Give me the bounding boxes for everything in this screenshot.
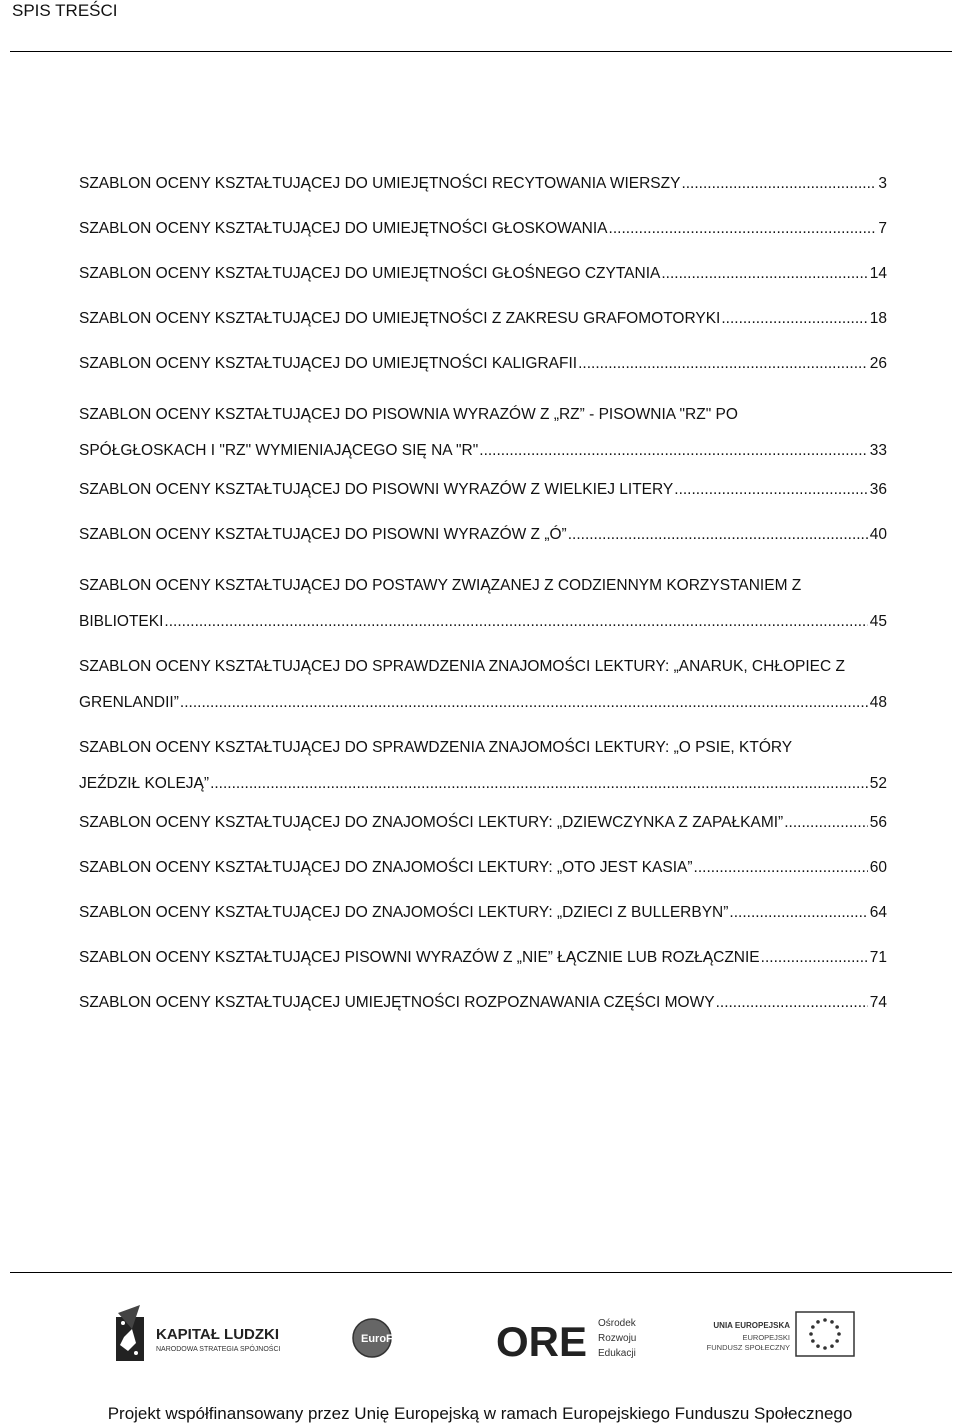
toc-entry-line	[79, 307, 887, 331]
toc-dot-leader	[209, 766, 868, 802]
toc-entry-title: SZABLON OCENY KSZTAŁTUJĄCEJ UMIEJĘTNOŚCI ROZPOZNAWANIA CZĘŚCI MOWY	[79, 994, 715, 1011]
kapital-ludzki-name: KAPITAŁ LUDZKI	[156, 1326, 280, 1343]
eu-line-3: FUNDUSZ SPOŁECZNY	[706, 1343, 790, 1352]
toc-page-number: 52	[869, 775, 887, 792]
toc-dot-leader	[478, 433, 867, 469]
ore-line-3: Edukacji	[598, 1348, 636, 1359]
eu-star-icon	[823, 1346, 827, 1350]
toc-entry-title: SZABLON OCENY KSZTAŁTUJĄCEJ DO UMIEJĘTNOŚCI Z ZAKRESU GRAFOMOTORYKI	[79, 310, 721, 327]
toc-dot-leader	[163, 604, 867, 640]
eu-logo	[700, 1308, 858, 1360]
toc-entry-line	[79, 172, 887, 196]
kapital-ludzki-emblem-icon	[116, 1305, 144, 1361]
eu-star-icon	[816, 1320, 820, 1324]
toc-entry-title: SZABLON OCENY KSZTAŁTUJĄCEJ DO UMIEJĘTNOŚCI KALIGRAFII	[79, 355, 578, 372]
toc-entry-line	[79, 523, 887, 547]
toc-entry[interactable]	[79, 856, 887, 880]
toc-page-number: 7	[878, 220, 887, 237]
toc-entry-title: SZABLON OCENY KSZTAŁTUJĄCEJ DO PISOWNI WYRAZÓW Z „Ó”	[79, 526, 567, 543]
toc-dot-leader	[760, 946, 868, 970]
toc-entry-title: SZABLON OCENY KSZTAŁTUJĄCEJ DO UMIEJĘTNOŚCI GŁOSKOWANIA	[79, 220, 608, 237]
toc-entry-title: SZABLON OCENY KSZTAŁTUJĄCEJ DO ZNAJOMOŚCI LEKTURY: „DZIEWCZYNKA Z ZAPAŁKAMI”	[79, 814, 784, 831]
toc-entry-title: SZABLON OCENY KSZTAŁTUJĄCEJ DO ZNAJOMOŚCI LEKTURY: „DZIECI Z BULLERBYN”	[79, 904, 729, 921]
ore-logo	[496, 1312, 644, 1366]
toc-entry-title: JEŹDZIŁ KOLEJĄ”	[79, 775, 210, 792]
eu-star-icon	[816, 1344, 820, 1348]
toc-entry-title: BIBLIOTEKI	[79, 613, 164, 630]
kapital-ludzki-subtitle: NARODOWA STRATEGIA SPÓJNOŚCI	[156, 1346, 281, 1353]
toc-entry[interactable]	[79, 901, 887, 925]
toc-entry-line	[79, 604, 887, 640]
toc-dot-leader	[608, 217, 877, 241]
eu-line-2: EUROPEJSKI	[742, 1333, 790, 1342]
table-of-contents	[79, 172, 887, 1036]
header-divider	[10, 51, 952, 52]
eu-star-icon	[811, 1339, 815, 1343]
toc-entry-line	[79, 685, 887, 721]
toc-entry-title: SZABLON OCENY KSZTAŁTUJĄCEJ DO PISOWNI WYRAZÓW Z WIELKIEJ LITERY	[79, 481, 674, 498]
euroforum-name: EuroForum	[361, 1333, 421, 1345]
toc-entry-title: GRENLANDII”	[79, 694, 179, 711]
toc-entry-title: SZABLON OCENY KSZTAŁTUJĄCEJ PISOWNI WYRAZÓW Z „NIE” ŁĄCZNIE LUB ROZŁĄCZNIE	[79, 949, 760, 966]
toc-entry-line	[79, 766, 887, 802]
toc-entry[interactable]	[79, 730, 887, 802]
toc-dot-leader	[179, 685, 868, 721]
toc-entry[interactable]	[79, 217, 887, 241]
toc-dot-leader	[673, 478, 867, 502]
toc-entry-line	[79, 217, 887, 241]
kapital-ludzki-logo	[110, 1303, 305, 1365]
toc-dot-leader	[720, 307, 867, 331]
toc-entry[interactable]	[79, 649, 887, 721]
toc-page-number: 64	[869, 904, 887, 921]
ore-line-1: Ośrodek	[598, 1318, 636, 1329]
toc-entry-line	[79, 901, 887, 925]
toc-page-number: 71	[869, 949, 887, 966]
toc-page-number: 56	[869, 814, 887, 831]
toc-dot-leader	[577, 352, 868, 376]
toc-page-number: 14	[869, 265, 887, 282]
toc-entry-line	[79, 478, 887, 502]
toc-page-number: 3	[878, 175, 887, 192]
eu-star-icon	[811, 1325, 815, 1329]
toc-dot-leader	[728, 901, 867, 925]
toc-entry-line	[79, 433, 887, 469]
toc-entry[interactable]	[79, 811, 887, 835]
toc-entry-title: SZABLON OCENY KSZTAŁTUJĄCEJ DO ZNAJOMOŚCI LEKTURY: „OTO JEST KASIA”	[79, 859, 693, 876]
toc-page-number: 60	[869, 859, 887, 876]
toc-entry-line	[79, 991, 887, 1015]
eu-star-icon	[835, 1339, 839, 1343]
eu-star-icon	[809, 1332, 813, 1336]
eu-star-icon	[830, 1344, 834, 1348]
eu-star-icon	[830, 1320, 834, 1324]
toc-entry-line	[79, 811, 887, 835]
toc-entry[interactable]	[79, 172, 887, 196]
eu-line-1: UNIA EUROPEJSKA	[713, 1321, 790, 1330]
toc-page-number: 45	[869, 613, 887, 630]
page-title: SPIS TREŚCI	[12, 1, 118, 20]
toc-entry[interactable]	[79, 568, 887, 640]
toc-entry-line	[79, 568, 887, 604]
toc-entry[interactable]	[79, 352, 887, 376]
toc-entry-title: SZABLON OCENY KSZTAŁTUJĄCEJ DO SPRAWDZENIA ZNAJOMOŚCI LEKTURY: „ANARUK, CHŁOPIEC Z	[79, 658, 845, 675]
toc-page-number: 33	[869, 442, 887, 459]
toc-entry-title: SZABLON OCENY KSZTAŁTUJĄCEJ DO SPRAWDZENIA ZNAJOMOŚCI LEKTURY: „O PSIE, KTÓRY	[79, 739, 793, 756]
toc-page-number: 74	[869, 994, 887, 1011]
toc-entry-title: SZABLON OCENY KSZTAŁTUJĄCEJ DO POSTAWY ZWIĄZANEJ Z CODZIENNYM KORZYSTANIEM Z	[79, 577, 802, 594]
toc-page-number: 18	[869, 310, 887, 327]
toc-entry[interactable]	[79, 397, 887, 469]
footer-text: Projekt współfinansowany przez Unię Europejską w ramach Europejskiego Funduszu Społecznego	[107, 1404, 853, 1423]
toc-dot-leader	[783, 811, 868, 835]
toc-dot-leader	[715, 991, 868, 1015]
toc-entry-line	[79, 856, 887, 880]
toc-page-number: 48	[869, 694, 887, 711]
toc-entry[interactable]	[79, 307, 887, 331]
toc-entry-line	[79, 397, 887, 433]
toc-entry-title: SZABLON OCENY KSZTAŁTUJĄCEJ DO PISOWNIA WYRAZÓW Z „RZ” - PISOWNIA "RZ" PO	[79, 406, 738, 423]
eu-star-icon	[837, 1332, 841, 1336]
euroforum-logo	[351, 1316, 436, 1360]
toc-entry-title: SZABLON OCENY KSZTAŁTUJĄCEJ DO UMIEJĘTNOŚCI GŁOŚNEGO CZYTANIA	[79, 265, 661, 282]
ore-name: ORE	[496, 1318, 588, 1365]
toc-entry-title: SZABLON OCENY KSZTAŁTUJĄCEJ DO UMIEJĘTNOŚCI RECYTOWANIA WIERSZY	[79, 175, 681, 192]
toc-entry-line	[79, 262, 887, 286]
toc-dot-leader	[660, 262, 867, 286]
eu-star-icon	[835, 1325, 839, 1329]
toc-entry[interactable]	[79, 523, 887, 547]
toc-dot-leader	[680, 172, 876, 196]
toc-entry[interactable]	[79, 946, 887, 970]
toc-entry[interactable]	[79, 478, 887, 502]
toc-entry-line	[79, 649, 887, 685]
toc-page-number: 26	[869, 355, 887, 372]
toc-entry[interactable]	[79, 991, 887, 1015]
footer-divider	[10, 1272, 952, 1273]
ore-line-2: Rozwoju	[598, 1333, 637, 1344]
toc-entry-line	[79, 730, 887, 766]
eu-star-icon	[823, 1318, 827, 1322]
toc-dot-leader	[693, 856, 868, 880]
toc-entry[interactable]	[79, 262, 887, 286]
toc-entry-line	[79, 352, 887, 376]
toc-page-number: 40	[869, 526, 887, 543]
toc-page-number: 36	[869, 481, 887, 498]
toc-entry-line	[79, 946, 887, 970]
toc-entry-title: SPÓŁGŁOSKACH I "RZ" WYMIENIAJĄCEGO SIĘ NA "R"	[79, 442, 479, 459]
toc-dot-leader	[567, 523, 868, 547]
